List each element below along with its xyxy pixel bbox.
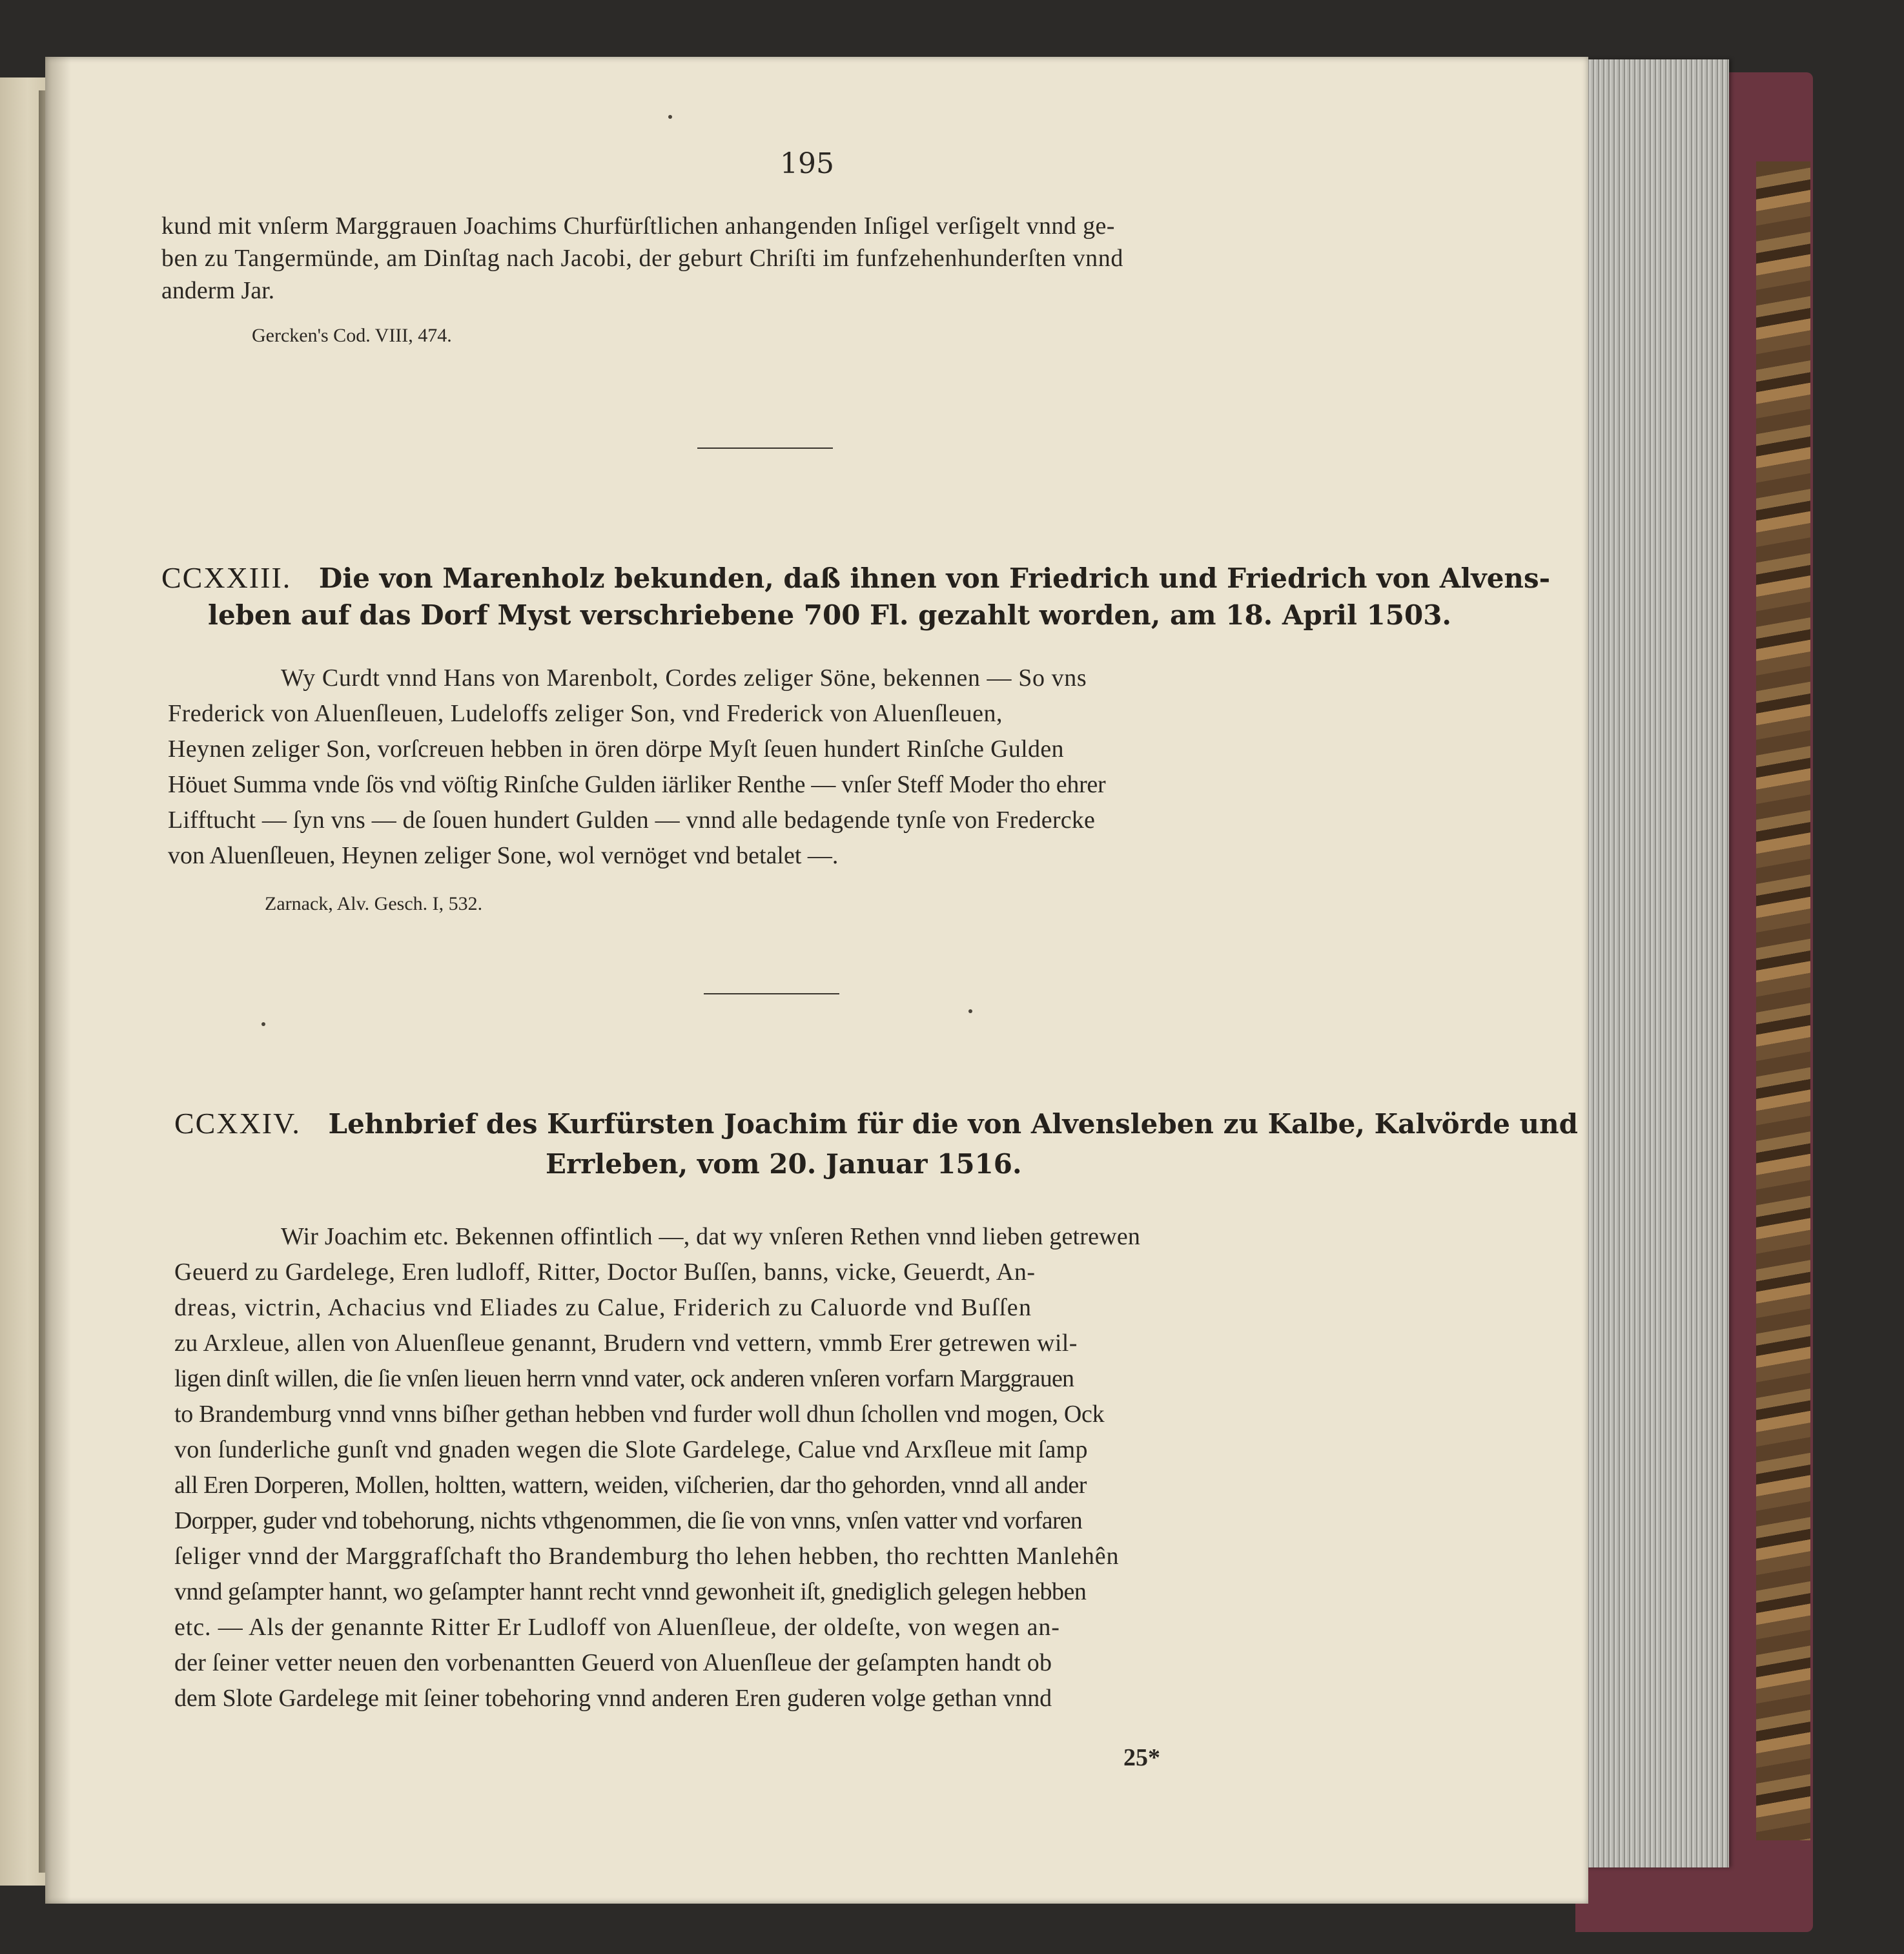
text-line: Wy Curdt vnnd Hans von Marenbolt, Cordes zeliger Söne, bekennen — So vns [281, 664, 1087, 692]
text-line: von Aluenſleuen, Heynen zeliger Sone, wol vernöget vnd betalet —. [168, 842, 839, 869]
speck [261, 1022, 265, 1026]
page-block-edge [1581, 59, 1729, 1867]
text-line: von ſunderliche gunſt vnd gnaden wegen die Slote Gardelege, Calue vnd Arxſleue mit ſamp [174, 1436, 1088, 1463]
text-line: Wir Joachim etc. Bekennen offintlich —, dat wy vnſeren Rethen vnnd lieben getrewen [281, 1223, 1141, 1250]
text-line: ſeliger vnnd der Marggrafſchaft tho Brandemburg tho lehen hebben, tho rechtten Manlehên [174, 1543, 1120, 1570]
heading-title: Die von Marenholz bekunden, daß ihnen von Friedrich und Friedrich von Alvens- [318, 562, 1551, 594]
text-line: Höuet Summa vnde ſös vnd vöſtig Rinſche Gulden iärliker Renthe — vnſer Steff Moder tho ehrer [168, 771, 1106, 798]
text-line: kund mit vnſerm Marggrauen Joachims Churfürſtlichen anhangenden Inſigel verſigelt vnnd ge- [161, 212, 1115, 240]
marbled-edge [1756, 161, 1810, 1840]
text-line: Heynen zeliger Son, vorſcreuen hebben in ören dörpe Myſt ſeuen hundert Rinſche Gulden [168, 735, 1064, 763]
text-line: anderm Jar. [161, 277, 275, 304]
heading-title: Lehnbrief des Kurfürsten Joachim für die von Alvensleben zu Kalbe, Kalvörde und [328, 1108, 1578, 1140]
page-number: 195 [780, 147, 834, 180]
speck [668, 115, 672, 119]
section-divider [704, 993, 839, 994]
document-heading [174, 1106, 1578, 1140]
text-line: Dorpper, guder vnd tobehorung, nichts vthgenommen, die ſie von vnns, vnſen vatter vnd vorfaren [174, 1507, 1082, 1534]
text-line: zu Arxleue, allen von Aluenſleue genannt, Brudern vnd vettern, vmmb Erer getrewen wil- [174, 1330, 1078, 1357]
source-citation: Gercken's Cod. VIII, 474. [252, 325, 452, 346]
text-line: der ſeiner vetter neuen den vorbenantten Geuerd von Aluenſleue der geſampten handt ob [174, 1649, 1052, 1676]
text-line: dreas, victrin, Achacius vnd Eliades zu Calue, Friderich zu Caluorde vnd Buſſen [174, 1294, 1032, 1321]
source-citation: Zarnack, Alv. Gesch. I, 532. [265, 893, 483, 914]
book-page [45, 57, 1588, 1904]
text-line: dem Slote Gardelege mit ſeiner tobehoring vnnd anderen Eren guderen volge gethan vnnd [174, 1685, 1052, 1712]
document-numeral: CCXXIV. [174, 1107, 301, 1140]
text-line: ben zu Tangermünde, am Dinſtag nach Jacobi, der geburt Chriſti im funfzehenhunderſten vnnd [161, 245, 1123, 272]
signature-mark: 25* [1123, 1744, 1160, 1771]
heading-title-cont: Errleben, vom 20. Januar 1516. [546, 1148, 1022, 1180]
text-line: to Brandemburg vnnd vnns biſher gethan hebben vnd furder woll dhun ſchollen vnd mogen, Ock [174, 1401, 1105, 1428]
document-numeral: CCXXIII. [161, 561, 292, 594]
text-line: etc. — Als der genannte Ritter Er Ludloff von Aluenſleue, der oldeſte, von wegen an- [174, 1614, 1060, 1641]
text-line: all Eren Dorperen, Mollen, holtten, wattern, weiden, viſcherien, dar tho gehorden, vnnd all ander [174, 1472, 1087, 1499]
text-line: Lifftucht — ſyn vns — de ſouen hundert Gulden — vnnd alle bedagende tynſe von Fredercke [168, 807, 1096, 834]
heading-title-cont: leben auf das Dorf Myst verschriebene 700 Fl. gezahlt worden, am 18. April 1503. [208, 599, 1452, 631]
document-heading [161, 560, 1550, 595]
section-divider [697, 447, 833, 449]
text-line: vnnd geſampter hannt, wo geſampter hannt recht vnnd gewonheit iſt, gnediglich gelegen hebben [174, 1578, 1087, 1605]
text-line: Geuerd zu Gardelege, Eren ludloff, Ritter, Doctor Buſſen, banns, vicke, Geuerdt, An- [174, 1259, 1036, 1286]
speck [968, 1009, 972, 1013]
text-line: ligen dinſt willen, die ſie vnſen lieuen herrn vnnd vater, ock anderen vnſeren vorfarn Marggrauen [174, 1365, 1074, 1392]
text-line: Frederick von Aluenſleuen, Ludeloffs zeliger Son, vnd Frederick von Aluenſleuen, [168, 700, 1003, 727]
